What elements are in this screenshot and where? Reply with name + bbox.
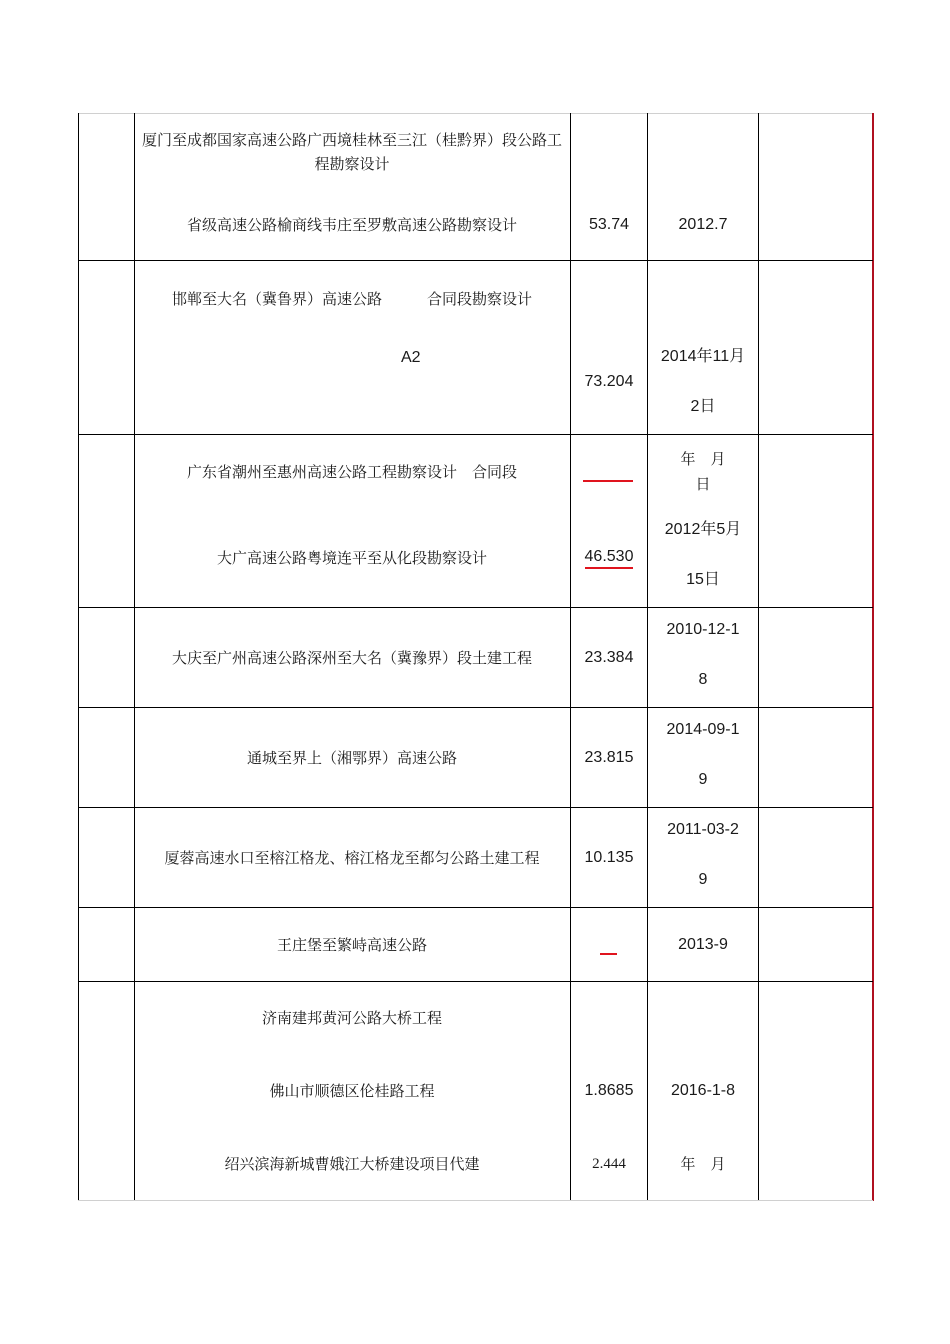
contract-section: A2 (401, 349, 421, 366)
date-cell: 年 月 (680, 1155, 726, 1173)
date-cell-line2: 15日 (686, 571, 720, 588)
date-cell: 2016-1-8 (670, 1082, 736, 1099)
date-cell-line1: 2012年5月 (664, 521, 742, 538)
row-line (78, 707, 873, 708)
red-dash-mark (583, 480, 633, 482)
row-line (78, 260, 873, 261)
date-cell: 年 月 日 (680, 450, 726, 493)
length-cell: 1.8685 (584, 1082, 634, 1099)
date-cell-line1: 2014年11月 (660, 348, 746, 365)
project-name: 王庄堡至繁峙高速公路 (276, 936, 427, 954)
date-cell-line2: 9 (698, 871, 708, 888)
table-top-border (78, 113, 873, 114)
length-cell: 10.135 (584, 849, 634, 866)
date-cell-line1: 2010-12-1 (666, 621, 740, 638)
red-dash-mark (600, 953, 617, 955)
project-name: 济南建邦黄河公路大桥工程 (261, 1009, 442, 1027)
project-name: 佛山市顺德区伦桂路工程 (269, 1082, 435, 1100)
date-cell: 2012.7 (678, 216, 728, 233)
row-line (78, 907, 873, 908)
col-line-2 (134, 113, 135, 1201)
col-line-5 (758, 113, 759, 1201)
row-line (78, 981, 873, 982)
table-row (136, 124, 568, 180)
date-cell-line2: 2日 (690, 398, 716, 415)
length-cell: 46.530 (571, 545, 647, 571)
length-cell: 53.74 (588, 216, 630, 233)
row-line (78, 807, 873, 808)
length-cell: 2.444 (592, 1156, 626, 1172)
date-cell-line1: 2011-03-2 (667, 821, 739, 838)
table-row (136, 212, 568, 238)
date-cell-line1: 2014-09-1 (666, 721, 740, 738)
date-cell: 2013-9 (678, 936, 728, 953)
project-name: 通城至界上（湘鄂界）高速公路 (246, 749, 457, 767)
project-name: 邯郸至大名（冀鲁界）高速公路 合同段勘察设计 (171, 290, 532, 308)
length-cell: 73.204 (584, 373, 634, 390)
date-cell-line2: 9 (698, 771, 708, 788)
date-cell-line2: 8 (698, 671, 708, 688)
project-name: 大广高速公路粤境连平至从化段勘察设计 (216, 549, 487, 567)
project-name: 广东省潮州至惠州高速公路工程勘察设计 合同段 (186, 463, 517, 481)
row-line (78, 607, 873, 608)
project-name: 绍兴滨海新城曹娥江大桥建设项目代建 (224, 1155, 480, 1173)
row-line (78, 1200, 873, 1201)
row-line (78, 434, 873, 435)
project-name: 厦门至成都国家高速公路广西境桂林至三江（桂黔界）段公路工程勘察设计 (141, 131, 562, 173)
table-right-red-border (872, 113, 874, 1201)
length-cell: 23.384 (584, 649, 634, 666)
project-name: 大庆至广州高速公路深州至大名（冀豫界）段土建工程 (171, 649, 532, 667)
col-line-1 (78, 113, 79, 1201)
project-name: 厦蓉高速水口至榕江格龙、榕江格龙至都匀公路土建工程 (164, 849, 540, 867)
length-cell: 23.815 (584, 749, 634, 766)
col-line-4 (647, 113, 648, 1201)
project-name: 省级高速公路榆商线韦庄至罗敷高速公路勘察设计 (186, 216, 517, 234)
